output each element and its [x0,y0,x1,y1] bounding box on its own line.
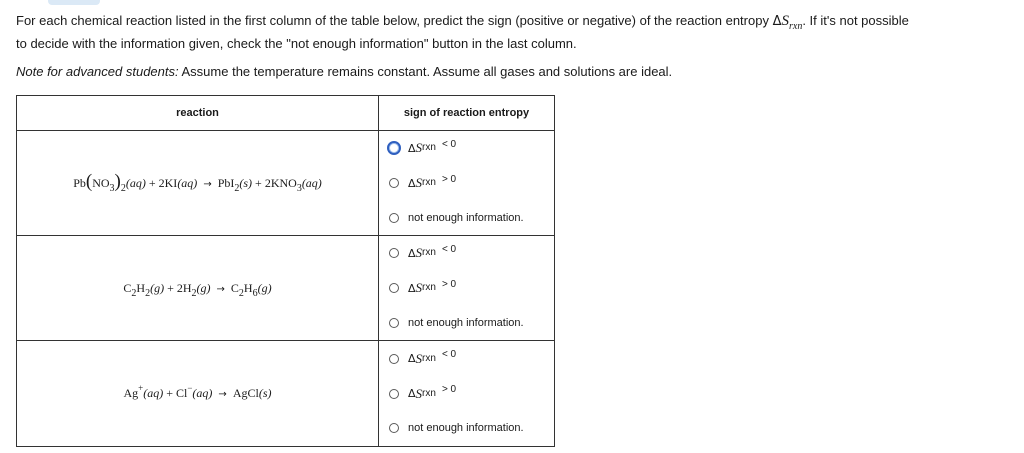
s-symbol: S [415,140,423,156]
top-tab-indicator [48,0,100,5]
reaction-equation [17,131,379,236]
rxn-subscript: rxn [788,21,803,32]
delta-symbol: Δ [408,387,416,400]
option-negative[interactable]: Δ S rxn < 0 [379,131,554,166]
option-positive[interactable]: Δ S rxn > 0 [379,166,554,201]
radio-button[interactable] [389,248,399,258]
instruction-text: For each chemical reaction listed in the first column of the table below, predict the sign (positive or negative) of the reaction entropy [16,13,769,28]
s-symbol: S [415,350,423,366]
instruction-line-1 [16,10,1016,33]
option-positive[interactable]: Δ S rxn > 0 [379,376,554,411]
instruction-line-2: to decide with the information given, check the "not enough information" button in the last column. [16,36,577,51]
greater-than-zero: > 0 [441,278,457,290]
greater-than-zero: > 0 [441,173,457,185]
delta-symbol: Δ [408,281,416,295]
sign-options [379,131,555,236]
option-negative[interactable]: Δ S rxn < 0 [379,236,554,271]
eq-part: Ag+(aq) + Cl−(aq) → AgCl(s) [123,383,272,400]
eq-part: $Pb(NO_3)_2(aq) + 2KI(aq) \to PbI_2(s) + 2KNO_3(aq)$ [73,170,322,194]
less-than-zero: < 0 [441,243,457,255]
radio-button[interactable] [389,283,399,293]
not-enough-label: not enough information. [408,211,524,224]
reaction-table [16,95,555,447]
instructions [16,10,1016,83]
radio-button[interactable] [389,318,399,328]
s-symbol: S [415,175,423,190]
s-symbol: S [415,245,423,261]
eq-part: $C_2H_2(g) + 2H_2(g) \to C_2H_6(g)$ [123,280,272,299]
not-enough-label: not enough information. [408,422,524,435]
s-symbol: S [781,13,789,29]
delta-symbol: Δ [408,352,416,366]
not-enough-label: not enough information. [408,316,524,329]
delta-symbol: Δ [408,141,416,155]
reaction-equation [17,341,379,447]
radio-button[interactable] [389,423,399,433]
header-reaction: reaction [17,96,379,131]
table-row [17,341,555,447]
advanced-note [16,61,1016,83]
radio-button[interactable] [387,141,401,155]
option-not-enough[interactable] [379,200,554,235]
delta-s-rxn-symbol [772,13,803,32]
radio-button[interactable] [389,213,399,223]
delta-symbol: Δ [772,14,782,29]
sign-options [379,341,555,447]
radio-button[interactable] [389,389,399,399]
note-text: Assume the temperature remains constant. Assume all gases and solutions are ideal. [181,64,673,79]
instruction-text-end: . If it's not possible [802,13,909,28]
delta-symbol: Δ [408,246,416,260]
s-symbol: S [415,280,423,295]
sign-options [379,236,555,341]
reaction-equation [17,236,379,341]
less-than-zero: < 0 [441,138,457,150]
option-positive[interactable]: Δ S rxn > 0 [379,271,554,306]
option-not-enough[interactable] [379,411,554,446]
greater-than-zero: > 0 [441,384,457,395]
option-negative[interactable]: Δ S rxn < 0 [379,342,554,377]
delta-symbol: Δ [408,176,416,190]
less-than-zero: < 0 [441,349,457,361]
note-label: Note for advanced students: [16,64,179,79]
table-row [17,236,555,341]
s-symbol: S [415,385,423,401]
option-not-enough[interactable] [379,305,554,340]
radio-button[interactable] [389,354,399,364]
header-sign: sign of reaction entropy [379,96,555,131]
radio-button[interactable] [389,178,399,188]
table-row [17,131,555,236]
